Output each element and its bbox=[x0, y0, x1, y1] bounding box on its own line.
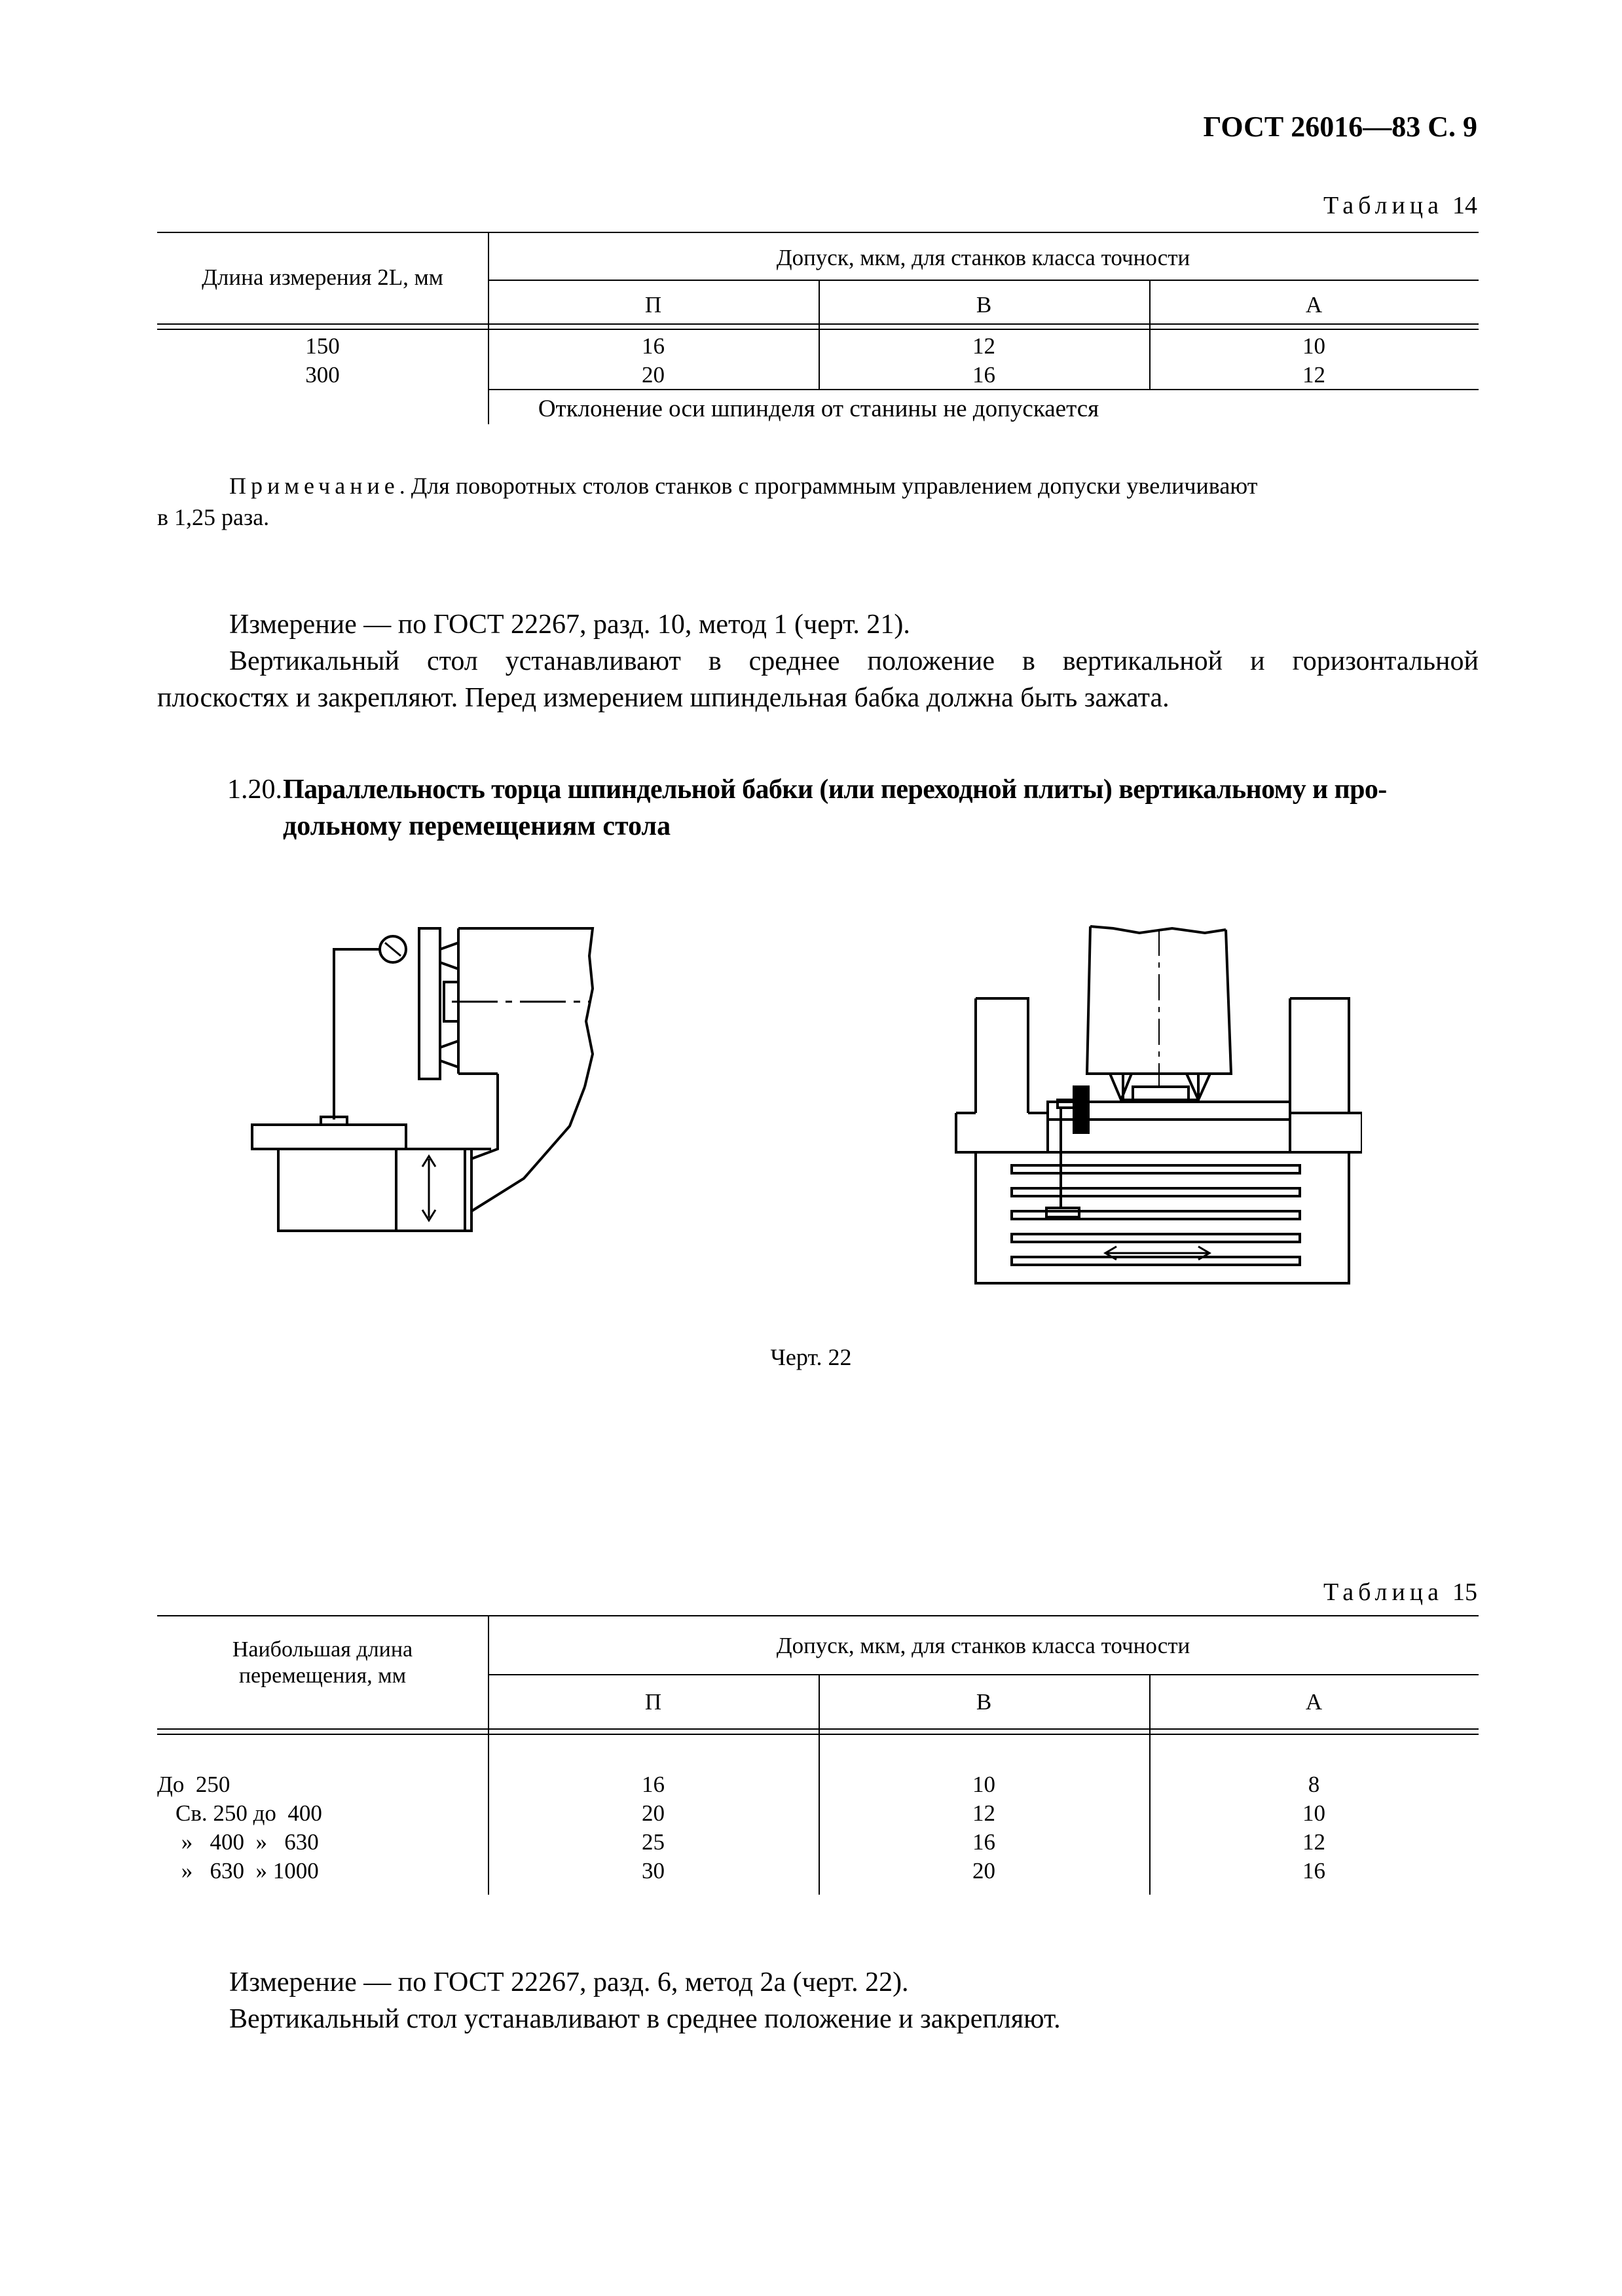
measurement-paragraph-2 bbox=[157, 1964, 1479, 2037]
table-row-v: 20 bbox=[972, 1858, 995, 1884]
paragraph-line: Вертикальный стол устанавливают в среднее положение и закрепляют. bbox=[229, 2004, 1061, 2034]
table-row-length: 300 bbox=[305, 362, 340, 388]
drawing-left bbox=[242, 903, 609, 1244]
table-row-v: 12 bbox=[972, 1800, 995, 1826]
table-row-a: 16 bbox=[1302, 1858, 1325, 1884]
table-15-class-v: В bbox=[976, 1689, 992, 1715]
paragraph-line: Измерение — по ГОСТ 22267, разд. 10, метод 1 (черт. 21). bbox=[229, 610, 910, 640]
table-15-class-a: А bbox=[1305, 1689, 1323, 1715]
table-note bbox=[157, 470, 1480, 533]
table-row-p: 25 bbox=[642, 1829, 665, 1855]
table-row-p: 30 bbox=[642, 1858, 665, 1884]
table-row-p: 20 bbox=[642, 1800, 665, 1826]
table-row-a: 10 bbox=[1302, 1800, 1325, 1826]
measurement-paragraph-1 bbox=[157, 606, 1479, 716]
table-14-footer-note: Отклонение оси шпинделя от станины не допускается bbox=[538, 395, 1099, 422]
table-caption-number: 15 bbox=[1452, 1578, 1477, 1606]
table-row-range: » 630 » 1000 bbox=[175, 1858, 319, 1884]
section-1-20 bbox=[227, 771, 1479, 845]
table-row-a: 8 bbox=[1308, 1772, 1320, 1797]
table-row-v: 12 bbox=[972, 333, 995, 359]
table-row-a: 12 bbox=[1302, 362, 1325, 388]
table-row-v: 10 bbox=[972, 1772, 995, 1797]
note-label: Примечание bbox=[229, 473, 399, 499]
table-15-class-p: П bbox=[644, 1689, 662, 1715]
paragraph-line: Вертикальный стол устанавливают в среднее положение в вертикальной и горизонтальной bbox=[229, 646, 1479, 676]
table-row-length: 150 bbox=[305, 333, 340, 359]
table-caption-word: Таблица bbox=[1323, 192, 1443, 219]
drawing-right bbox=[943, 917, 1362, 1303]
table-caption-number: 14 bbox=[1452, 192, 1477, 219]
table-row-v: 16 bbox=[972, 362, 995, 388]
table-caption-word: Таблица bbox=[1323, 1578, 1443, 1606]
table-14-caption bbox=[0, 191, 1477, 220]
table-15-col1-header: Наибольшая длина перемещения, мм bbox=[232, 1637, 413, 1688]
paragraph-line: Измерение — по ГОСТ 22267, разд. 6, метод 2а (черт. 22). bbox=[229, 1967, 909, 1997]
section-title-line2: дольному перемещениям стола bbox=[283, 811, 671, 841]
table-row-a: 10 bbox=[1302, 333, 1325, 359]
page-header: ГОСТ 26016—83 С. 9 bbox=[1203, 111, 1477, 143]
table-row-range: » 400 » 630 bbox=[175, 1829, 319, 1855]
table-row-v: 16 bbox=[972, 1829, 995, 1855]
table-row-p: 16 bbox=[642, 333, 665, 359]
table-14-class-a: А bbox=[1305, 292, 1323, 318]
note-text: . Для поворотных столов станков с программным управлением допуски увеличивают bbox=[399, 473, 1258, 499]
table-14-col1-header: Длина измерения 2L, мм bbox=[202, 264, 443, 290]
note-text-cont: в 1,25 раза. bbox=[157, 504, 270, 530]
table-15-group-header: Допуск, мкм, для станков класса точности bbox=[776, 1633, 1190, 1658]
table-14-class-v: В bbox=[976, 292, 992, 318]
table-row-range: Св. 250 до 400 bbox=[175, 1800, 322, 1826]
table-row-range: До 250 bbox=[157, 1772, 230, 1797]
table-14-group-header: Допуск, мкм, для станков класса точности bbox=[776, 245, 1190, 270]
table-14-class-p: П bbox=[644, 292, 662, 318]
table-row-p: 16 bbox=[642, 1772, 665, 1797]
table-row-p: 20 bbox=[642, 362, 665, 388]
figure-caption: Черт. 22 bbox=[770, 1344, 852, 1370]
section-number: 1.20. bbox=[227, 774, 282, 805]
table-15-caption bbox=[0, 1578, 1477, 1607]
table-row-a: 12 bbox=[1302, 1829, 1325, 1855]
paragraph-line: плоскостях и закрепляют. Перед измерением шпиндельная бабка должна быть зажата. bbox=[157, 683, 1170, 713]
section-title-line1: Параллельность торца шпиндельной бабки (или переходной плиты) вертикальному и про- bbox=[283, 774, 1387, 805]
